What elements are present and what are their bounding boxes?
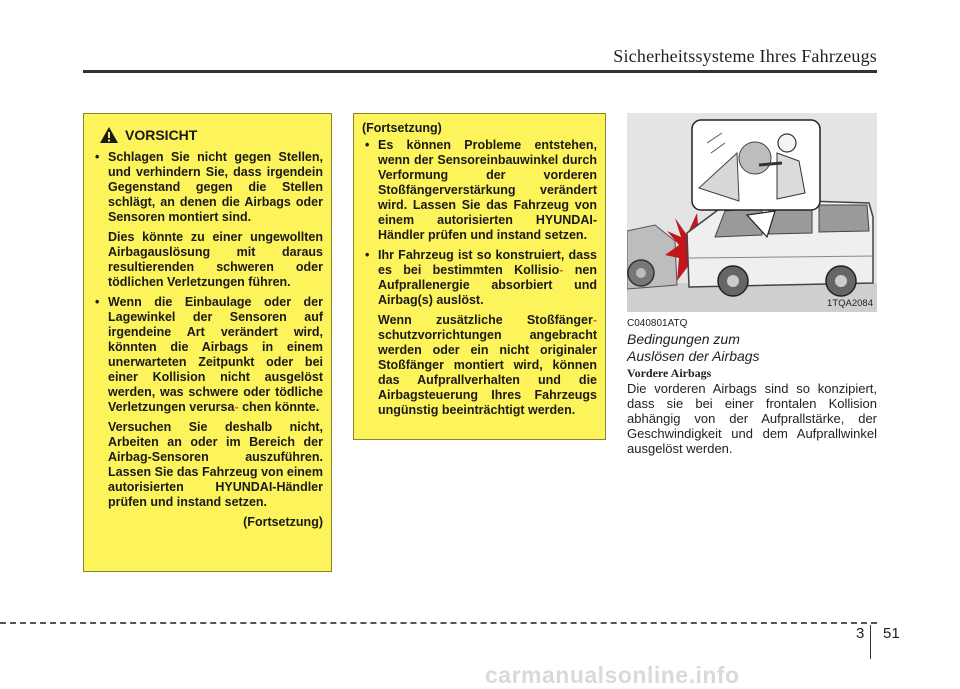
caution-paragraph: Dies könnte zu einer ungewollten Airbagauslösung mit daraus resultierenden schweren oder tödlichen Verletzungen führen. — [108, 230, 323, 289]
caution-paragraph — [362, 313, 597, 418]
bullet-text-end: nen Aufprallenergie absorbiert und Airbag(s) auslöst. — [378, 263, 597, 307]
continued-label: (Fortsetzung) — [362, 121, 442, 135]
page-number-separator — [870, 625, 871, 659]
watermark: carmanualsonline.info — [485, 662, 740, 688]
hyphen-mark: - — [592, 313, 597, 327]
section-code: C040801ATQ — [627, 318, 688, 329]
illustration-label: 1TQA2084 — [827, 298, 873, 309]
hyphen-mark: - — [234, 400, 239, 414]
hyphen-mark: - — [559, 263, 564, 277]
caution-heading — [99, 126, 323, 144]
caution-box — [83, 113, 332, 572]
airbag-collision-illustration — [627, 113, 877, 312]
bullet-text-end: chen könnte. — [242, 400, 320, 414]
section-title-line: Auslösen der Airbags — [627, 348, 760, 364]
bullet-text: Schlagen Sie nicht gegen Stellen, und verhindern Sie, dass irgendein Gegenstand gegen die Stellen schlägt, an denen die Airbags oder Sensoren montiert sind. — [108, 150, 323, 224]
para-text: Wenn zusätzliche Stoßfänger — [378, 313, 593, 327]
caution-paragraph: Versuchen Sie deshalb nicht, Arbeiten an oder im Bereich der Airbag-Sensoren auszuführen. Lassen Sie das Fahrzeug von einem autorisierten HYUNDAI-Händler prüfen und instand setzen. — [108, 420, 323, 509]
bullet-text: Es können Probleme entstehen, wenn der Sensoreinbauwinkel durch Verformung der vorderen Stoßfängerverstärkung verändert wird. Lassen Sie das Fahrzeug von einem autorisierten HYUNDAI-Händler prüfen und instand setzen. — [378, 138, 597, 242]
collision-scene-icon — [627, 113, 877, 312]
page-number: 51 — [883, 625, 900, 642]
continued-label: (Fortsetzung) — [243, 515, 323, 529]
section-body: Die vorderen Airbags sind so konzipiert, dass sie bei einer frontalen Kollision abhängig von der Aufprallstärke, der Geschwindigkeit und dem Aufprallwinkel ausgelöst werden. — [627, 381, 877, 456]
section-title — [627, 331, 760, 365]
caution-bullet: • Es können Probleme entstehen, wenn der Sensoreinbauwinkel durch Verformung der vorderen Stoßfängerverstärkung verändert wird. Lassen Sie das Fahrzeug von einem autorisierten HYUNDAI-Händler prüfen und instand setzen. — [365, 138, 597, 242]
chapter-number: 3 — [856, 625, 865, 642]
header-rule — [83, 70, 877, 73]
caution-title: VORSICHT — [125, 127, 198, 143]
subsection-heading: Vordere Airbags — [627, 366, 712, 380]
warning-triangle-icon — [99, 126, 119, 144]
caution-bullet: • Wenn die Einbaulage oder der Lagewinkel der Sensoren auf irgendeine Art verändert wird, könnten die Airbags in einem unerwarteten Zeitpunkt oder bei einer Kollision nicht ausgelöst werden, was schwere oder tödliche Verletzungen verursa- chen könnte. — [95, 295, 323, 414]
bullet-text: Wenn die Einbaulage oder der Lagewinkel der Sensoren auf irgendeine Art verändert wird, könnten die Airbags in einem unerwarteten Zeitpunkt oder bei einer Kollision nicht ausgelöst werden, was schwere oder tödliche Verletzungen verursa — [108, 295, 323, 414]
continuation-box — [353, 113, 606, 440]
caution-bullet: • Ihr Fahrzeug ist so konstruiert, dass es bei bestimmten Kollisio- nen Aufprallenergie absorbiert und Airbag(s) auslöst. — [365, 248, 597, 307]
caution-bullet: • Schlagen Sie nicht gegen Stellen, und verhindern Sie, dass irgendein Gegenstand gegen die Stellen schlägt, an denen die Airbags oder Sensoren montiert sind. — [95, 150, 323, 224]
bullet-text: Ihr Fahrzeug ist so konstruiert, dass es bei bestimmten Kollisio — [378, 248, 597, 277]
section-title-line: Bedingungen zum — [627, 331, 740, 347]
footer-divider — [0, 622, 877, 624]
para-text-end: schutzvorrichtungen angebracht werden oder ein nicht originaler Stoßfänger montiert wird, können das Aufprallverhalten und die Airbagsteuerung Ihres Fahrzeugs ungünstig beeinträchtigt werden. — [378, 328, 597, 417]
page-header-title: Sicherheitssysteme Ihres Fahrzeugs — [613, 46, 877, 66]
